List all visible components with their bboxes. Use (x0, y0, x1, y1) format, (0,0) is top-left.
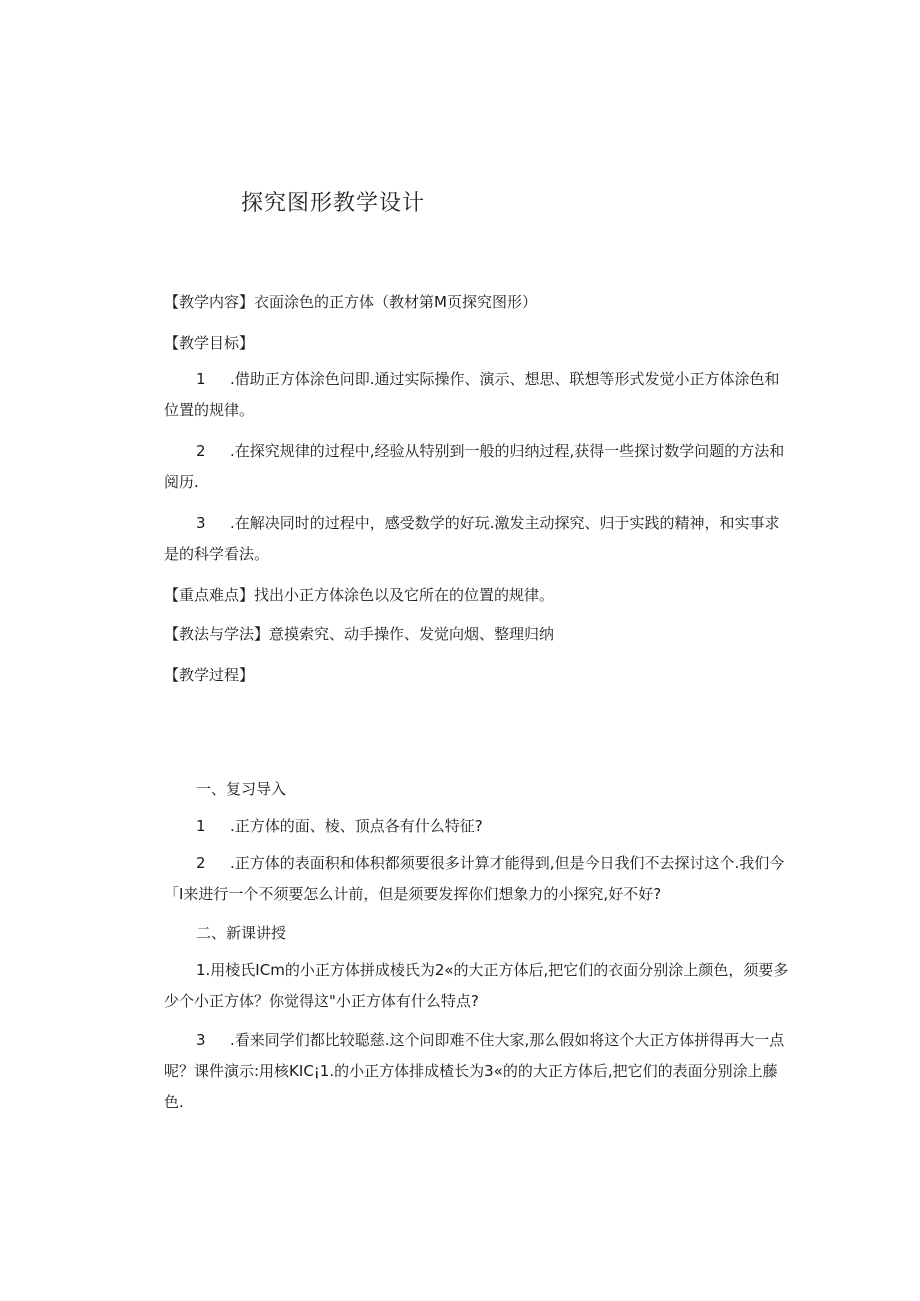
goal-item-2 (164, 436, 789, 498)
document-title: 探究图形教学设计 (241, 191, 426, 216)
item-text: 1.用棱氏ICm的小正方体拼成棱氏为2«的大正方体后,把它们的衣面分别涂上颜色，须要多少个小正方体？你觉得这"小正方体有什么特点? (164, 961, 789, 1010)
lesson-item-3 (164, 1025, 789, 1118)
goal-number: 3 (196, 514, 206, 532)
section-heading-review: 一、复习导入 (196, 780, 287, 798)
goal-text: .在解决同时的过程中，感受数学的好玩.激发主动探究、归于实践的精神，和实事求是的科学看法。 (164, 514, 780, 563)
lesson-item-1 (164, 955, 789, 1017)
section-heading-new-lesson: 二、新课讲授 (196, 924, 287, 942)
process-heading: 【教学过程】 (164, 666, 255, 684)
goal-item-3 (164, 508, 789, 570)
goal-item-1 (164, 364, 789, 426)
key-points: 【重点难点】找出小正方体涂色以及它所在的位置的规律。 (164, 586, 555, 604)
item-text: .正方体的表面积和体积都须要很多计算才能得到,但是今日我们不去探讨这个.我们今「I来进行一个不须要怎么计前，但是须要发挥你们想象力的小探究,好不好? (164, 854, 785, 903)
item-number: 2 (196, 854, 206, 872)
item-number: 3 (196, 1031, 206, 1049)
goal-number: 2 (196, 442, 206, 460)
teaching-content: 【教学内容】衣面涂色的正方体（教材第M页探究图形） (164, 293, 537, 311)
goal-text: .在探究规律的过程中,经验从特别到一般的归纳过程,获得一些探讨数学问题的方法和阅历. (164, 442, 785, 491)
goals-heading: 【教学目标】 (164, 334, 255, 352)
item-text: .正方体的面、棱、顶点各有什么特征? (230, 817, 483, 835)
goal-number: 1 (196, 370, 206, 388)
review-item-1 (164, 811, 789, 842)
review-item-2 (164, 848, 789, 910)
item-text: .看来同学们都比较聪慈.这个问即难不住大家,那么假如将这个大正方体拼得再大一点呢？课件演示:用核KIC¡1.的小正方体排成楂长为3«的的大正方体后,把它们的表面分别涂上藤色. (164, 1031, 785, 1111)
teaching-methods: 【教法与学法】意摸索究、动手操作、发觉向烟、整理归纳 (164, 625, 555, 643)
goal-text: .借助正方体涂色问即.通过实际操作、演示、想思、联想等形式发觉小正方体涂色和位置的规律。 (164, 370, 780, 419)
item-number: 1 (196, 817, 206, 835)
